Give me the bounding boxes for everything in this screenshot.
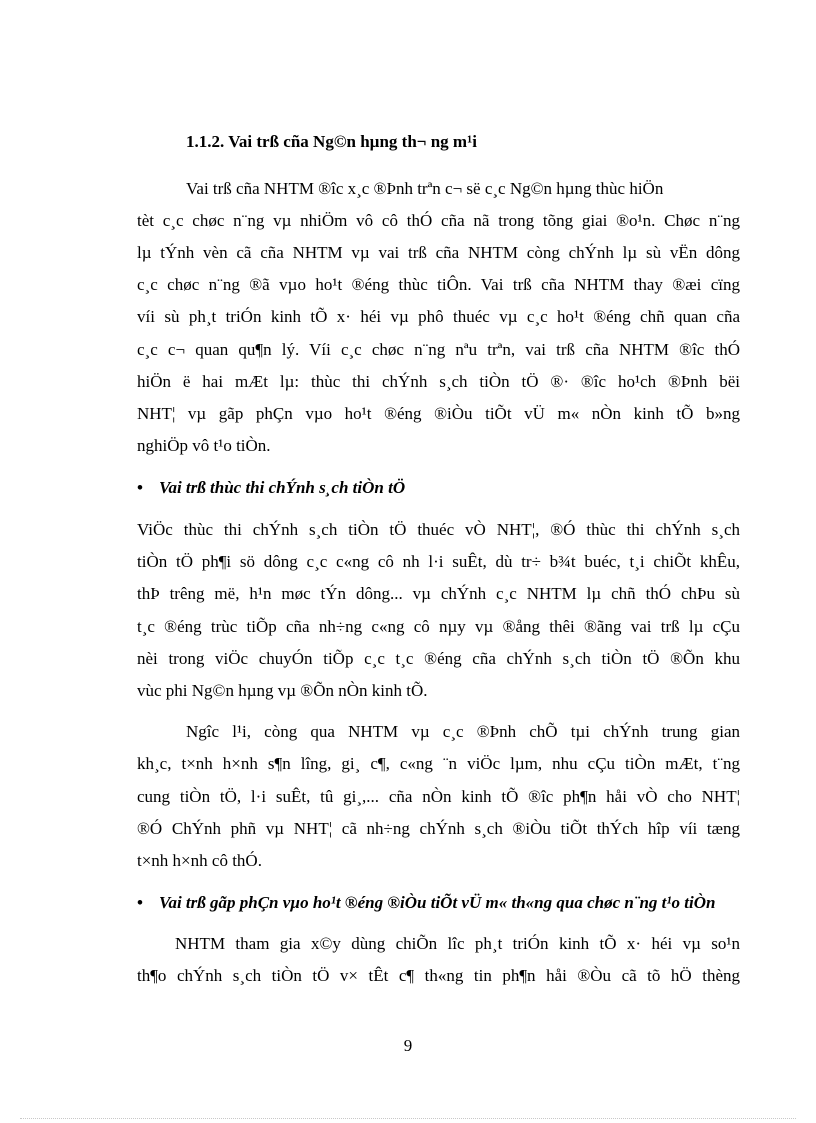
bullet-title: Vai trß thùc thi chÝnh s¸ch tiÒn tÖ <box>159 478 406 497</box>
paragraph-3-line: ®Ó ChÝnh phñ vµ NHT¦ cã nh÷ng chÝnh s¸ch ®iÒu tiÕt thÝch hîp víi tæng <box>137 819 740 838</box>
paragraph-1-line: c¸c c¬ quan qu¶n lý. Víi c¸c chøc n¨ng nªu trªn, vai trß cña NHTM ®îc thÓ <box>137 340 740 359</box>
page-number: 9 <box>403 1036 413 1055</box>
paragraph-1-line: c¸c chøc n¨ng ®ã vµo ho¹t ®éng thùc tiÔn. Vai trß cña NHTM thay ®æi cïng <box>137 275 740 294</box>
paragraph-1-line: víi sù ph¸t triÓn kinh tÕ x· héi vµ phô thuéc vµ c¸c ho¹t ®éng chñ quan cña <box>137 307 740 326</box>
paragraph-1-line: Vai trß cña NHTM ®îc x¸c ®Þnh trªn c¬ së c¸c Ng©n hµng thùc hiÖn <box>186 179 664 198</box>
bullet-heading-regulation <box>137 893 797 913</box>
section-heading: 1.1.2. Vai trß cña Ng©n hµng th¬ ng m¹i <box>186 132 477 151</box>
paragraph-3-line: Ngîc l¹i, còng qua NHTM vµ c¸c ®Þnh chÕ tµi chÝnh trung gian <box>186 722 740 741</box>
paragraph-2-line: vùc phi Ng©n hµng vµ ®Õn nÒn kinh tÕ. <box>137 681 428 700</box>
paragraph-1-line: nghiÖp vô t¹o tiÒn. <box>137 436 271 455</box>
paragraph-4-line: th¶o chÝnh s¸ch tiÒn tÖ v× tÊt c¶ th«ng tin ph¶n håi ®Òu cã tõ hÖ thèng <box>137 966 740 985</box>
paragraph-1-line: hiÖn ë hai mÆt lµ: thùc thi chÝnh s¸ch tiÒn tÖ ®· ®îc ho¹ch ®Þnh bëi <box>137 372 740 391</box>
bullet-title: Vai trß gãp phÇn vµo ho¹t ®éng ®iÒu tiÕt vÜ m« th«ng qua chøc n¨ng t¹o tiÒn <box>159 893 716 912</box>
paragraph-3-line: kh¸c, t×nh h×nh s¶n lîng, gi¸ c¶, c«ng ¨n viÖc lµm, nhu cÇu tiÒn mÆt, t¨ng <box>137 754 740 773</box>
page-bottom-border <box>20 1118 796 1119</box>
paragraph-2-line: nèi trong viÖc chuyÓn tiÕp c¸c t¸c ®éng cña chÝnh s¸ch tiÒn tÖ ®Õn khu <box>137 649 740 668</box>
paragraph-3-line: cung tiÒn tÖ, l·i suÊt, tû gi¸,... cña nÒn kinh tÕ ®îc ph¶n håi vÒ cho NHT¦ <box>137 787 740 806</box>
bullet-marker: • <box>137 893 143 912</box>
paragraph-1-line: NHT¦ vµ gãp phÇn vµo ho¹t ®éng ®iÒu tiÕt vÜ m« nÒn kinh tÕ b»ng <box>137 404 740 423</box>
paragraph-2-line: t¸c ®éng trùc tiÕp cña nh÷ng c«ng cô nµy vµ ®ång thêi ®ãng vai trß lµ cÇu <box>137 617 740 636</box>
paragraph-3-line: t×nh h×nh cô thÓ. <box>137 851 262 870</box>
paragraph-2-line: thÞ trêng më, h¹n møc tÝn dông... vµ chÝnh c¸c NHTM lµ chñ thÓ chÞu sù <box>137 584 740 603</box>
bullet-heading-policy <box>137 478 797 498</box>
paragraph-1-line: lµ tÝnh vèn cã cña NHTM vµ vai trß cña NHTM còng chÝnh lµ sù vËn dông <box>137 243 740 262</box>
paragraph-4-line: NHTM tham gia x©y dùng chiÕn lîc ph¸t triÓn kinh tÕ x· héi vµ so¹n <box>175 934 740 953</box>
paragraph-2-line: tiÒn tÖ ph¶i sö dông c¸c c«ng cô nh l·i suÊt, dù tr÷ b¾t buéc, t¸i chiÕt khÊu, <box>137 552 740 571</box>
paragraph-2-line: ViÖc thùc thi chÝnh s¸ch tiÒn tÖ thuéc vÒ NHT¦, ®Ó thùc thi chÝnh s¸ch <box>137 520 740 539</box>
bullet-marker: • <box>137 478 143 497</box>
paragraph-1-line: tèt c¸c chøc n¨ng vµ nhiÖm vô cô thÓ cña nã trong tõng giai ®o¹n. Chøc n¨ng <box>137 211 740 230</box>
